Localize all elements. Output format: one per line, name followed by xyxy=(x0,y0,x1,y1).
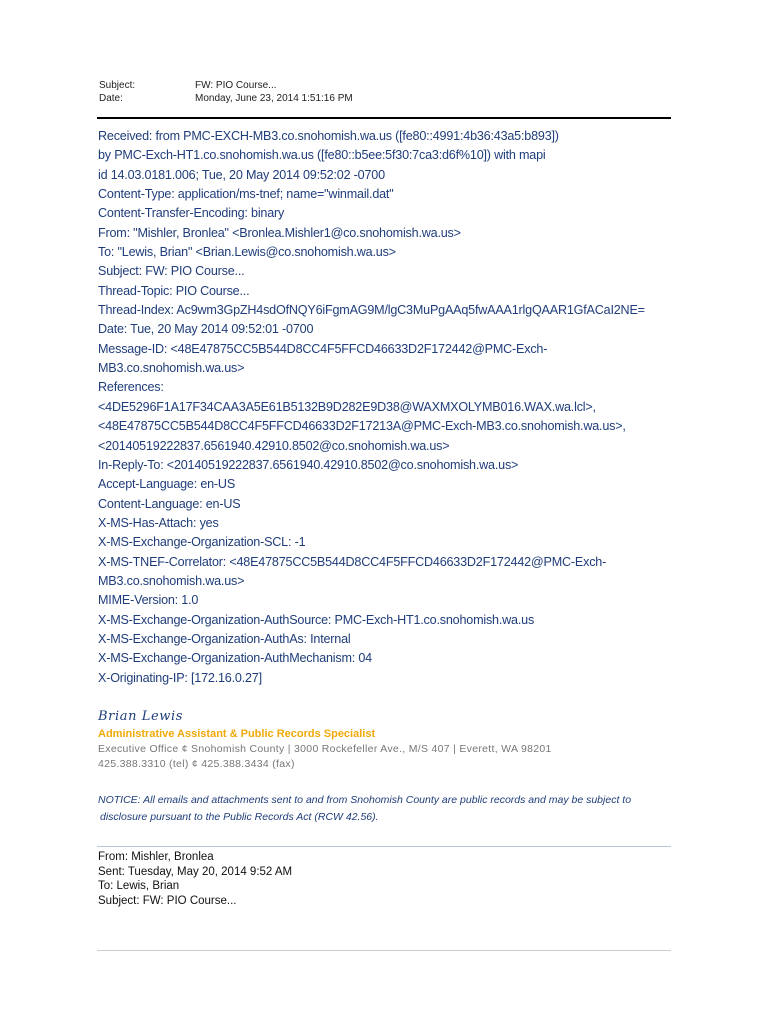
header-line: Content-Type: application/ms-tnef; name="winmail.dat" xyxy=(98,187,394,202)
bottom-divider xyxy=(97,950,671,951)
header-line: X-MS-Exchange-Organization-AuthAs: Internal xyxy=(98,631,351,646)
header-line: References: xyxy=(98,380,164,395)
header-line: <20140519222837.6561940.42910.8502@co.snohomish.wa.us> xyxy=(98,438,450,453)
meta-subject-row xyxy=(99,79,353,92)
header-line: <48E47875CC5B544D8CC4F5FFCD46633D2F17213A@PMC-Exch-MB3.co.snohomish.wa.us>, xyxy=(98,419,626,434)
meta-subject-value: FW: PIO Course... xyxy=(195,80,277,91)
notice-line-2: disclosure pursuant to the Public Records Act (RCW 42.56). xyxy=(100,811,379,823)
signature-title: Administrative Assistant & Public Records Specialist xyxy=(98,728,376,740)
meta-subject-label: Subject: xyxy=(99,80,136,91)
header-line: Received: from PMC-EXCH-MB3.co.snohomish.wa.us ([fe80::4991:4b36:43a5:b893]) xyxy=(98,129,559,143)
header-line: Subject: FW: PIO Course... xyxy=(98,264,245,279)
header-line: Accept-Language: en-US xyxy=(98,477,236,492)
email-headers-block xyxy=(98,127,678,688)
header-line: Date: Tue, 20 May 2014 09:52:01 -0700 xyxy=(98,322,314,337)
forwarded-message-header xyxy=(98,850,292,908)
meta-date-row xyxy=(99,92,353,105)
header-line: Message-ID: <48E47875CC5B544D8CC4F5FFCD46633D2F172442@PMC-Exch- xyxy=(98,341,548,356)
header-line: MIME-Version: 1.0 xyxy=(98,593,199,608)
header-line: Thread-Topic: PIO Course... xyxy=(98,283,250,298)
header-line: by PMC-Exch-HT1.co.snohomish.wa.us ([fe80::b5ee:5f30:7ca3:d6f%10]) with mapi xyxy=(98,148,546,163)
public-records-notice xyxy=(98,792,678,826)
signature-phone-line: 425.388.3310 (tel) ¢ 425.388.3434 (fax) xyxy=(98,758,295,770)
header-line: X-MS-Exchange-Organization-AuthSource: PMC-Exch-HT1.co.snohomish.wa.us xyxy=(98,612,535,627)
forwarded-sent: Sent: Tuesday, May 20, 2014 9:52 AM xyxy=(98,865,293,878)
meta-date-label: Date: xyxy=(99,93,123,104)
forwarded-subject: Subject: FW: PIO Course... xyxy=(98,894,237,907)
forwarded-to: To: Lewis, Brian xyxy=(98,880,180,893)
header-line: In-Reply-To: <20140519222837.6561940.42910.8502@co.snohomish.wa.us> xyxy=(98,457,519,472)
header-line: MB3.co.snohomish.wa.us> xyxy=(98,573,245,588)
header-line: From: "Mishler, Bronlea" <Bronlea.Mishler1@co.snohomish.wa.us> xyxy=(98,225,461,240)
email-meta xyxy=(99,79,353,105)
header-line: Content-Language: en-US xyxy=(98,496,241,511)
header-line: X-MS-Exchange-Organization-AuthMechanism: 04 xyxy=(98,651,372,666)
signature-office-line: Executive Office ¢ Snohomish County | 3000 Rockefeller Ave., M/S 407 | Everett, WA 98201 xyxy=(98,743,552,755)
header-line: To: "Lewis, Brian" <Brian.Lewis@co.snohomish.wa.us> xyxy=(98,245,396,260)
header-line: <4DE5296F1A17F34CAA3A5E61B5132B9D282E9D38@WAXMXOLYMB016.WAX.wa.lcl>, xyxy=(98,399,596,414)
header-line: id 14.03.0181.006; Tue, 20 May 2014 09:52:02 -0700 xyxy=(98,167,385,182)
header-line: Content-Transfer-Encoding: binary xyxy=(98,206,285,221)
header-line: X-Originating-IP: [172.16.0.27] xyxy=(98,670,262,685)
header-line: MB3.co.snohomish.wa.us> xyxy=(98,361,245,376)
forwarded-from: From: Mishler, Bronlea xyxy=(98,851,214,863)
signature-name: Brian Lewis xyxy=(98,709,184,724)
signature-block xyxy=(98,708,678,772)
top-divider xyxy=(97,117,671,119)
header-line: Thread-Index: Ac9wm3GpZH4sdOfNQY6iFgmAG9M/lgC3MuPgAAq5fwAAA1rlgQAAR1GfACaI2NE= xyxy=(98,303,645,318)
meta-date-value: Monday, June 23, 2014 1:51:16 PM xyxy=(195,93,353,104)
notice-divider xyxy=(97,846,671,847)
header-line: X-MS-TNEF-Correlator: <48E47875CC5B544D8CC4F5FFCD46633D2F172442@PMC-Exch- xyxy=(98,554,607,569)
header-line: X-MS-Exchange-Organization-SCL: -1 xyxy=(98,535,306,550)
notice-line-1: NOTICE: All emails and attachments sent to and from Snohomish County are public records and may be subject to xyxy=(98,794,632,806)
header-line: X-MS-Has-Attach: yes xyxy=(98,515,219,530)
